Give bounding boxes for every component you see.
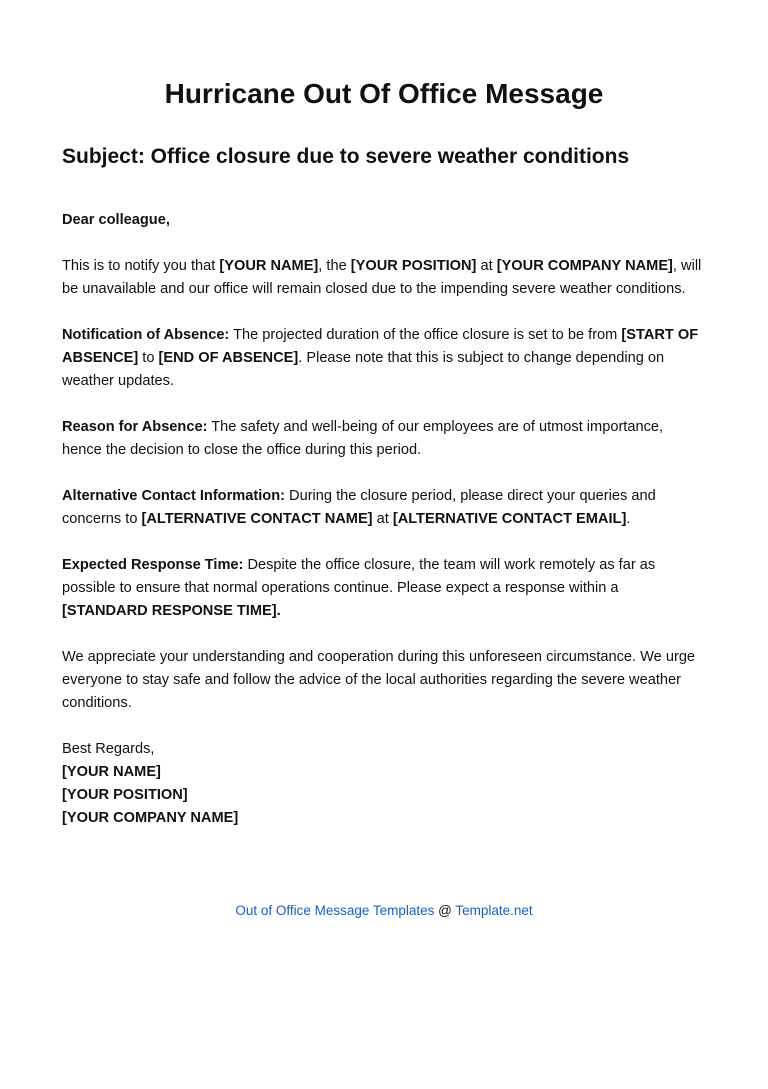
reason-paragraph xyxy=(62,416,702,462)
placeholder-start-of-absence: [START OF ABSENCE] xyxy=(62,327,699,366)
response-time-label: Expected Response Time: xyxy=(62,557,244,573)
greeting-text: Dear colleague, xyxy=(62,212,170,228)
placeholder-your-position: [YOUR POSITION] xyxy=(350,258,477,274)
signature-name-text: [YOUR NAME] xyxy=(62,764,161,780)
greeting xyxy=(62,209,702,232)
reason-text: The safety and well-being of our employees are of utmost importance, hence the decision to close the office during this period. xyxy=(62,419,664,458)
response-text: Despite the office closure, the team will work remotely as far as possible to ensure that normal operations continue. Please expect a response within a xyxy=(62,557,656,596)
intro-paragraph xyxy=(62,255,702,301)
intro-text-2: , the xyxy=(318,258,351,274)
notification-label: Notification of Absence: xyxy=(62,327,230,343)
alternative-contact-label: Alternative Contact Information: xyxy=(62,488,285,504)
placeholder-end-of-absence: [END OF ABSENCE] xyxy=(158,350,299,366)
footer-at: @ xyxy=(434,903,456,918)
signature-company xyxy=(62,807,702,830)
reason-label: Reason for Absence: xyxy=(62,419,208,435)
signature-block xyxy=(62,738,702,830)
footer-credit xyxy=(0,901,768,921)
alternative-text-2: at xyxy=(372,511,393,527)
document-body xyxy=(62,209,702,830)
intro-text-1: This is to notify you that xyxy=(62,258,220,274)
placeholder-alternative-contact-email: [ALTERNATIVE CONTACT EMAIL] xyxy=(392,511,627,527)
sign-off: Best Regards, xyxy=(62,741,155,757)
placeholder-your-company: [YOUR COMPANY NAME] xyxy=(496,258,673,274)
placeholder-alternative-contact-name: [ALTERNATIVE CONTACT NAME] xyxy=(141,511,373,527)
signature-company-text: [YOUR COMPANY NAME] xyxy=(62,810,239,826)
notification-paragraph xyxy=(62,324,702,393)
placeholder-standard-response-time: [STANDARD RESPONSE TIME]. xyxy=(62,603,281,619)
intro-text-3: at xyxy=(476,258,497,274)
closing-paragraph: We appreciate your understanding and cooperation during this unforeseen circumstance. We urge everyone to stay safe and follow the advice of the local authorities regarding the severe weather conditions. xyxy=(62,649,696,711)
notification-text-3: . Please note that this is subject to change depending on weather updates. xyxy=(62,350,665,389)
intro-text-4: , will be unavailable and our office will remain closed due to the impending severe weather conditions. xyxy=(62,258,702,297)
templates-link[interactable]: Out of Office Message Templates xyxy=(235,903,435,918)
response-time-paragraph xyxy=(62,554,702,623)
email-subject: Subject: Office closure due to severe weather conditions xyxy=(62,145,630,168)
signature-position xyxy=(62,784,702,807)
template-net-link[interactable]: Template.net xyxy=(455,903,533,918)
signature-position-text: [YOUR POSITION] xyxy=(62,787,188,803)
alternative-contact-paragraph xyxy=(62,485,702,531)
placeholder-your-name: [YOUR NAME] xyxy=(219,258,319,274)
notification-text-2: to xyxy=(138,350,159,366)
signature-name xyxy=(62,761,702,784)
document-title: Hurricane Out Of Office Message xyxy=(164,78,604,109)
alternative-text-1: During the closure period, please direct your queries and concerns to xyxy=(62,488,656,527)
notification-text-1: The projected duration of the office closure is set to be from xyxy=(229,327,622,343)
alternative-text-3: . xyxy=(626,511,631,527)
